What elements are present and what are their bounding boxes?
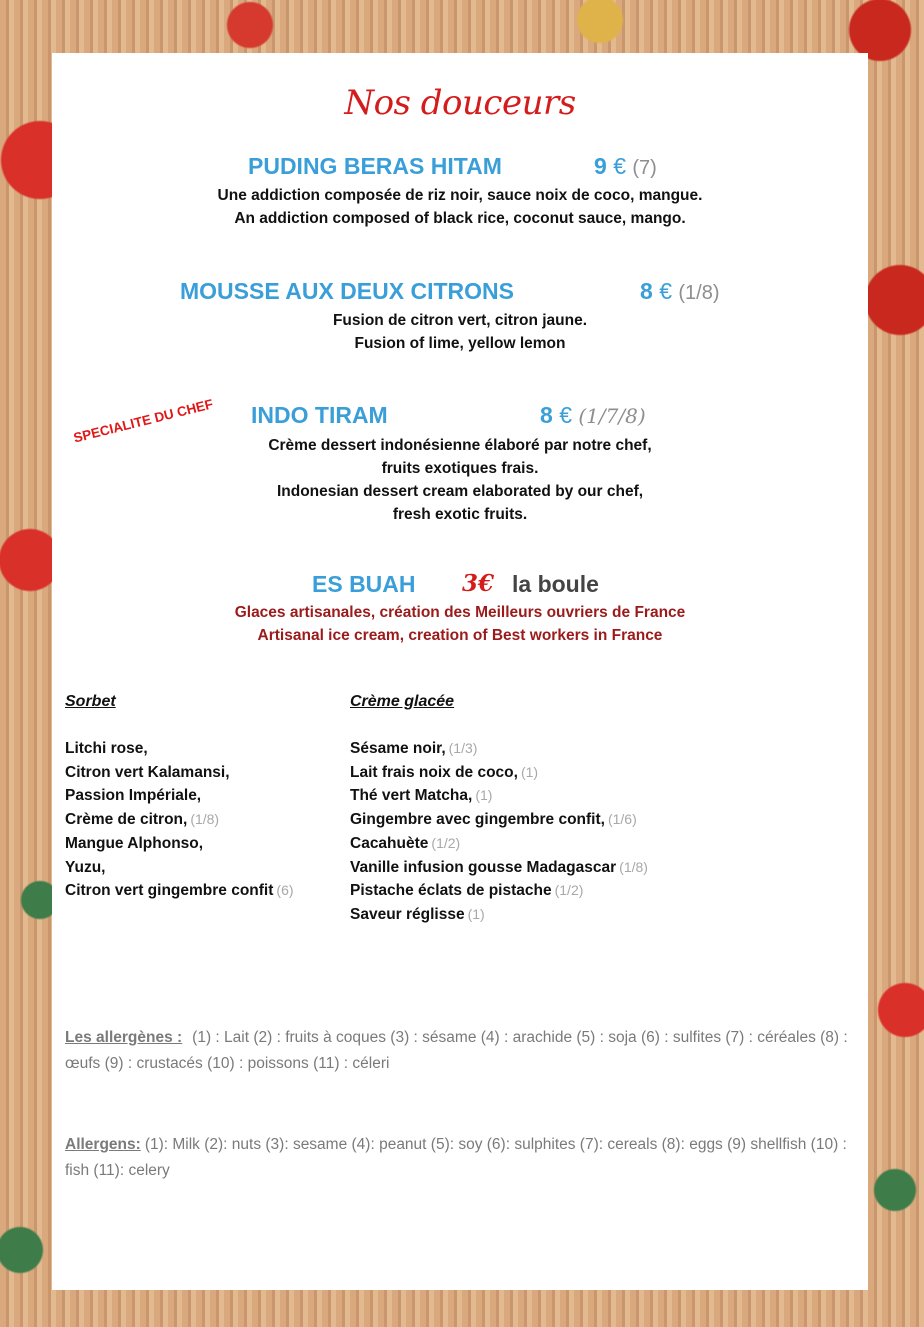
dish-allergens: (1/7/8) xyxy=(578,404,646,428)
list-item: Citron vert gingembre confit (6) xyxy=(65,882,294,900)
desc-line: Crème dessert indonésienne élaboré par notre chef, xyxy=(268,437,652,454)
note-text: (1) : Lait (2) : fruits à coques (3) : sésame (4) : arachide (5) : soja (6) : sulfites (7) : céréales (8) : œufs (9) : crustacés (10) : poissons (11) : céleri xyxy=(65,1029,848,1072)
menu-page xyxy=(52,53,868,1290)
desc-en: Fusion of lime, yellow lemon xyxy=(354,335,566,352)
list-item: Mangue Alphonso, xyxy=(65,834,204,852)
chef-special-badge: SPECIALITE DU CHEF xyxy=(72,396,215,446)
note-label: Allergens: xyxy=(65,1136,141,1153)
desc-fr: Une addiction composée de riz noir, sauce noix de coco, mangue. xyxy=(217,187,703,204)
list-item: Pistache éclats de pistache (1/2) xyxy=(350,882,584,900)
list-item: Cacahuète (1/2) xyxy=(350,834,461,852)
allergen-note-fr xyxy=(65,1025,855,1077)
desc-en: Artisanal ice cream, creation of Best workers in France xyxy=(257,627,663,644)
desc-line: fruits exotiques frais. xyxy=(381,460,539,477)
currency: € xyxy=(559,402,572,428)
price-value: 8 xyxy=(640,278,653,304)
list-item: Citron vert Kalamansi, xyxy=(65,763,230,781)
dish-description xyxy=(52,434,868,526)
list-item: Litchi rose, xyxy=(65,740,148,757)
price-value: 9 xyxy=(594,153,607,179)
note-label: Les allergènes : xyxy=(65,1029,183,1046)
list-item: Crème de citron, (1/8) xyxy=(65,811,220,829)
dish-price xyxy=(540,402,646,429)
desc-line: Indonesian dessert cream elaborated by our chef, xyxy=(276,483,644,500)
desc-line: fresh exotic fruits. xyxy=(392,506,528,523)
dish-allergens: (7) xyxy=(632,157,657,179)
dish-price xyxy=(594,153,657,180)
list-item: Vanille infusion gousse Madagascar (1/8) xyxy=(350,858,648,876)
sorbet-heading: Sorbet xyxy=(65,693,116,710)
creme-heading: Crème glacée xyxy=(350,693,455,710)
dish-description xyxy=(52,184,868,230)
dish-description xyxy=(52,309,868,355)
dish-name: INDO TIRAM xyxy=(251,402,388,428)
ice-unit: la boule xyxy=(512,571,599,597)
creme-list xyxy=(350,737,648,927)
sorbet-list xyxy=(65,737,294,903)
allergen-note-en xyxy=(65,1132,855,1184)
desc-fr: Glaces artisanales, création des Meilleurs ouvriers de France xyxy=(234,604,686,621)
list-item: Gingembre avec gingembre confit, (1/6) xyxy=(350,811,637,829)
list-item: Sésame noir, (1/3) xyxy=(350,740,478,757)
ice-description xyxy=(52,601,868,647)
dish-allergens: (1/8) xyxy=(678,282,720,304)
currency: € xyxy=(613,153,626,179)
list-item: Yuzu, xyxy=(65,858,106,876)
price-value: 8 xyxy=(540,402,553,428)
desc-en: An addiction composed of black rice, coconut sauce, mango. xyxy=(234,210,686,227)
ice-name: ES BUAH xyxy=(312,571,416,597)
list-item: Lait frais noix de coco, (1) xyxy=(350,763,539,781)
dish-name: PUDING BERAS HITAM xyxy=(248,153,502,179)
dish-name: MOUSSE AUX DEUX CITRONS xyxy=(180,278,514,304)
page-title: Nos douceurs xyxy=(344,83,576,123)
list-item: Passion Impériale, xyxy=(65,787,202,805)
ice-price: 3€ xyxy=(462,570,495,597)
list-item: Thé vert Matcha, (1) xyxy=(350,787,493,805)
list-item: Saveur réglisse (1) xyxy=(350,905,485,923)
note-text: (1): Milk (2): nuts (3): sesame (4): peanut (5): soy (6): sulphites (7): cereals (8): eggs (9) shellfish (10) : fish (11): celery xyxy=(65,1136,847,1179)
currency: € xyxy=(659,278,672,304)
desc-fr: Fusion de citron vert, citron jaune. xyxy=(332,312,588,329)
dish-price xyxy=(640,278,720,305)
